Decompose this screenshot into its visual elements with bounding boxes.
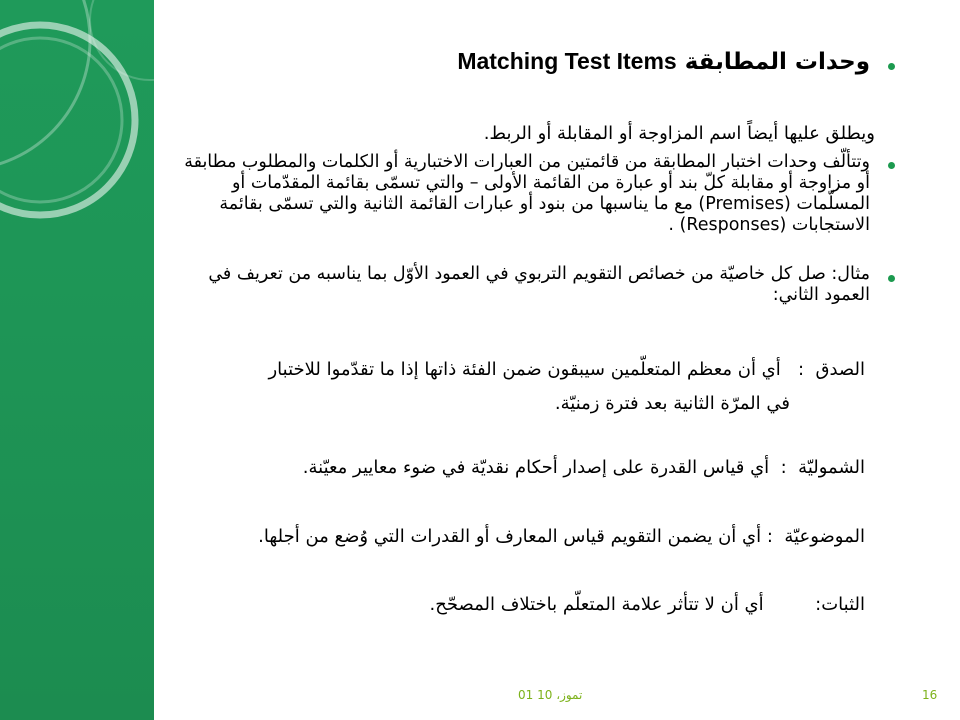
heading-english: Matching Test Items bbox=[457, 48, 677, 74]
definition-term: الصدق bbox=[815, 359, 865, 380]
sidebar-decoration bbox=[0, 0, 154, 720]
footer-date: 01 تموز، 10 bbox=[518, 688, 583, 702]
definition-text: أي أن معظم المتعلّمين سيبقون ضمن الفئة ذاتها إذا ما تقدّموا للاختبار bbox=[268, 359, 781, 380]
definition-validity bbox=[268, 353, 865, 387]
definition-text: أي أن يضمن التقويم قياس المعارف أو القدرات التي وُضع من أجلها. bbox=[258, 526, 762, 547]
slide-content bbox=[170, 0, 900, 690]
bullet-dot bbox=[888, 63, 895, 70]
definition-objectivity bbox=[258, 520, 865, 554]
definition-reliability bbox=[430, 588, 865, 622]
definition-term: الثبات: bbox=[815, 594, 865, 615]
definition-separator: : bbox=[780, 457, 787, 478]
definition-validity-continued: في المرّة الثانية بعد فترة زمنيّة. bbox=[554, 393, 790, 414]
definition-separator: : bbox=[797, 359, 805, 380]
definition-separator: : bbox=[766, 526, 773, 547]
bullet-example: مثال: صل كل خاصيّة من خصائص التقويم التربوي في العمود الأوّل بما يناسبه من تعريف في العمود الثاني: bbox=[208, 264, 870, 305]
slide-heading bbox=[457, 48, 870, 75]
page-number: 16 bbox=[922, 688, 938, 702]
definition-term: الشموليّة bbox=[798, 457, 865, 478]
decorative-arcs bbox=[0, 0, 154, 720]
heading-arabic: وحدات المطابقة bbox=[684, 49, 870, 75]
intro-text: ويطلق عليها أيضاً اسم المزاوجة أو المقابلة أو الربط. bbox=[483, 123, 875, 144]
bullet-dot bbox=[888, 275, 895, 282]
bullet-dot bbox=[888, 162, 895, 169]
definition-text: أي أن لا تتأثر علامة المتعلّم باختلاف المصحّح. bbox=[429, 594, 764, 615]
bullet-matching-description: وتتألّف وحدات اختبار المطابقة من قائمتين من العبارات الاختبارية أو الكلمات والمطلوب مطابقة أو مزاوجة أو مقابلة كلّ بند أو عبارة من القائمة الأولى – والتي تسمّى بقائمة المقدّمات أو المسلّمات (Premises) مع ما يناسبها من بنود أو عبارات القائمة الثانية والتي تسمّى بقائمة الاستجابات (Responses) . bbox=[184, 152, 870, 235]
definition-text: أي قياس القدرة على إصدار أحكام نقديّة في ضوء معايير معيّنة. bbox=[302, 457, 770, 478]
definition-comprehensiveness bbox=[303, 451, 865, 485]
definition-term: الموضوعيّة bbox=[784, 526, 865, 547]
